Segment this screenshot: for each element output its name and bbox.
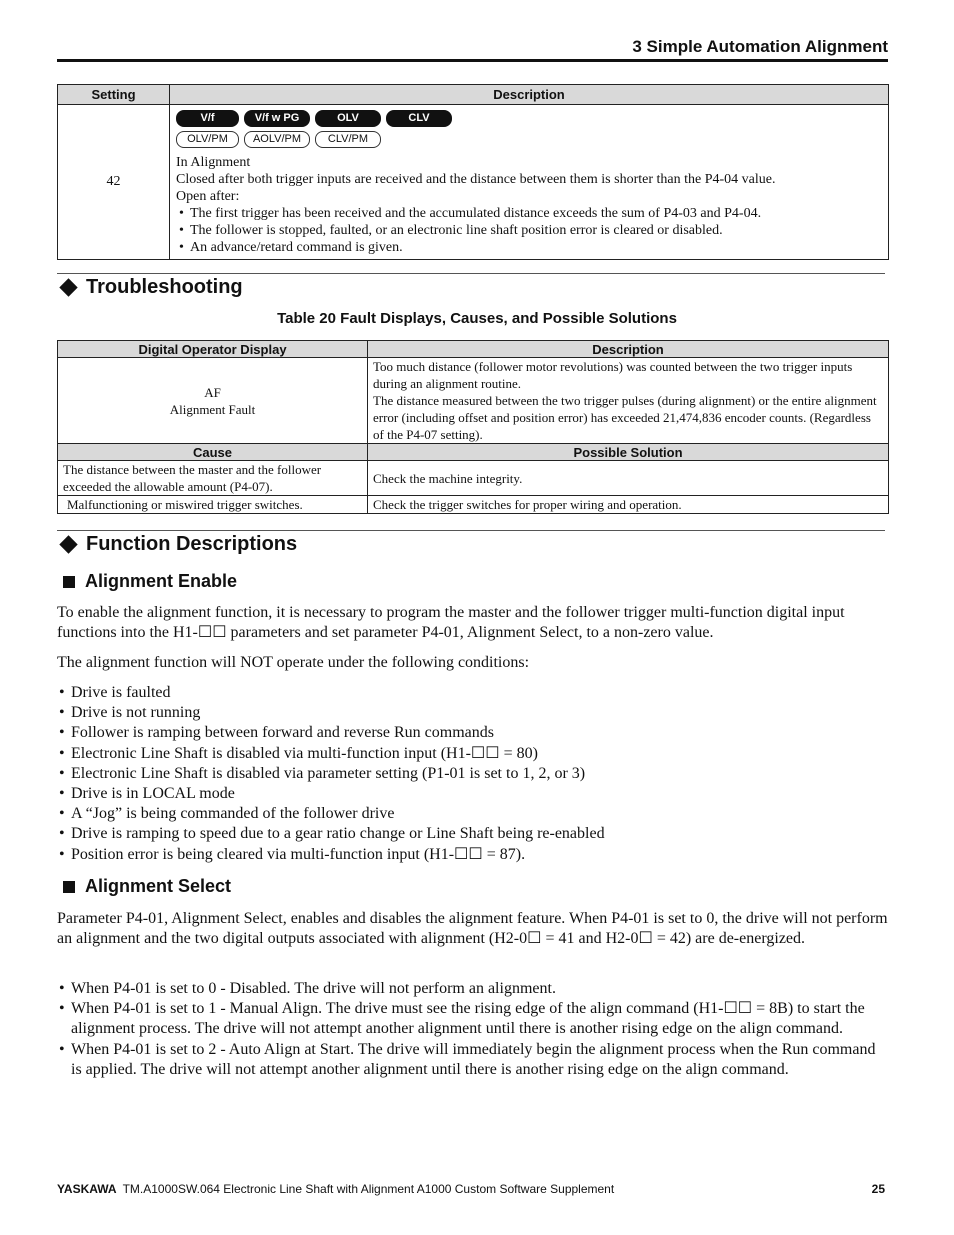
setting-table (57, 84, 889, 260)
badge-clv-pm: CLV/PM (315, 131, 381, 148)
table-row (58, 496, 889, 514)
badge-clv: CLV (386, 110, 452, 127)
desc-bullet: • An advance/retard command is given. (176, 239, 882, 256)
header-rule (57, 59, 888, 62)
control-mode-badges (176, 110, 882, 127)
fault-description-2: The distance measured between the two trigger pulses (during alignment) or the entire alignment error (including offset and position error) has exceeded 21,474,836 encoder counts. (Regardless of the P4-07 setting). (373, 393, 877, 442)
desc-bullet: • The follower is stopped, faulted, or an electronic line shaft position error is cleared or disabled. (176, 222, 882, 239)
list-item: • When P4-01 is set to 1 - Manual Align. The drive must see the rising edge of the align command (H1-☐☐ = 8B) to start the alignment process. The drive will not attempt another alignment until there is another rising edge on the align command. (57, 999, 889, 1039)
badge-aolv-pm: AOLV/PM (244, 131, 310, 148)
alignment-enable-heading (63, 571, 237, 592)
pm-mode-badges (176, 131, 882, 148)
list-item: • Drive is faulted (57, 683, 889, 703)
list-item: • Electronic Line Shaft is disabled via multi-function input (H1-☐☐ = 80) (57, 744, 889, 764)
badge-vf: V/f (176, 110, 239, 127)
fault-description-cell (368, 358, 889, 444)
troubleshooting-heading-text: Troubleshooting (86, 276, 243, 298)
footer-brand: YASKAWA (57, 1182, 117, 1196)
fault-name: Alignment Fault (169, 401, 256, 417)
badge-vf-w-pg: V/f w PG (244, 110, 310, 127)
list-item: • Electronic Line Shaft is disabled via parameter setting (P1-01 is set to 1, 2, or 3) (57, 764, 889, 784)
list-item: • When P4-01 is set to 0 - Disabled. The drive will not perform an alignment. (57, 979, 889, 999)
fault-description-1: Too much distance (follower motor revolutions) was counted between the two trigger inputs during an alignment routine. (373, 359, 853, 391)
table-caption: Table 20 Fault Displays, Causes, and Possible Solutions (277, 310, 677, 327)
list-item: • Drive is not running (57, 703, 889, 723)
page-footer (57, 1182, 885, 1196)
page-number: 25 (871, 1182, 885, 1196)
list-item: • Drive is ramping to speed due to a gear ratio change or Line Shaft being re-enabled (57, 824, 889, 844)
square-bullet-icon (63, 576, 75, 588)
alignment-select-heading (63, 876, 231, 897)
diamond-bullet-icon (59, 535, 77, 553)
list-item: • Position error is being cleared via multi-function input (H1-☐☐ = 87). (57, 845, 889, 865)
desc-line: In Alignment (176, 155, 251, 170)
alignment-enable-conditions (57, 683, 889, 865)
table-row (58, 461, 889, 496)
footer-left (57, 1182, 614, 1196)
page-header-title: 3 Simple Automation Alignment (632, 37, 888, 56)
alignment-select-heading-text: Alignment Select (85, 876, 232, 896)
desc-line: Open after: (176, 189, 240, 204)
alignment-select-options (57, 979, 889, 1080)
col-display-header: Digital Operator Display (58, 341, 368, 358)
square-bullet-icon (63, 881, 75, 893)
col-description-header: Description (170, 85, 889, 105)
alignment-enable-para-2: The alignment function will NOT operate under the following conditions: (57, 654, 530, 671)
list-item: • A “Jog” is being commanded of the follower drive (57, 804, 889, 824)
alignment-select-para-1: Parameter P4-01, Alignment Select, enables and disables the alignment feature. When P4-01 is set to 0, the drive will not perform an alignment and the two digital outputs associated with alignment (H2-0☐ = 41 and H2-0☐ = 42) are de-energized. (57, 910, 888, 947)
col-fault-description-header: Description (368, 341, 889, 358)
list-item: • When P4-01 is set to 2 - Auto Align at Start. The drive will immediately begin the alignment process when the Run command is applied. The drive will not attempt another alignment until there is another rising edge on the align command. (57, 1040, 889, 1080)
badge-olv-pm: OLV/PM (176, 131, 239, 148)
col-setting-header: Setting (58, 85, 170, 105)
solution-cell: Check the trigger switches for proper wiring and operation. (368, 496, 889, 514)
cause-cell: Malfunctioning or miswired trigger switches. (58, 496, 368, 514)
col-solution-header: Possible Solution (368, 444, 889, 461)
list-item: • Drive is in LOCAL mode (57, 784, 889, 804)
solution-cell: Check the machine integrity. (368, 461, 889, 496)
desc-bullet: • The first trigger has been received and the accumulated distance exceeds the sum of P4-03 and P4-04. (176, 205, 882, 222)
list-item: • Follower is ramping between forward and reverse Run commands (57, 723, 889, 743)
section-rule (57, 273, 885, 274)
setting-value: 42 (58, 105, 170, 260)
section-rule (57, 530, 885, 531)
function-descriptions-heading (60, 533, 297, 556)
col-cause-header: Cause (58, 444, 368, 461)
alignment-enable-heading-text: Alignment Enable (85, 571, 238, 591)
footer-doc-title: TM.A1000SW.064 Electronic Line Shaft with Alignment A1000 Custom Software Supplement (122, 1182, 615, 1196)
cause-cell: The distance between the master and the follower exceeded the allowable amount (P4-07). (58, 461, 368, 496)
diamond-bullet-icon (59, 278, 77, 296)
alignment-enable-para-1: To enable the alignment function, it is necessary to program the master and the follower trigger multi-function digital input functions into the H1-☐☐ parameters and set parameter P4-01, Alignment Select, to a non-zero value. (57, 604, 845, 641)
badge-olv: OLV (315, 110, 381, 127)
function-descriptions-heading-text: Function Descriptions (86, 533, 298, 555)
troubleshooting-heading (60, 276, 243, 299)
fault-table (57, 340, 889, 514)
fault-display-cell (58, 358, 368, 444)
fault-code: AF (204, 384, 221, 400)
setting-description (170, 105, 889, 260)
desc-line: Closed after both trigger inputs are received and the distance between them is shorter than the P4-04 value. (176, 172, 776, 187)
